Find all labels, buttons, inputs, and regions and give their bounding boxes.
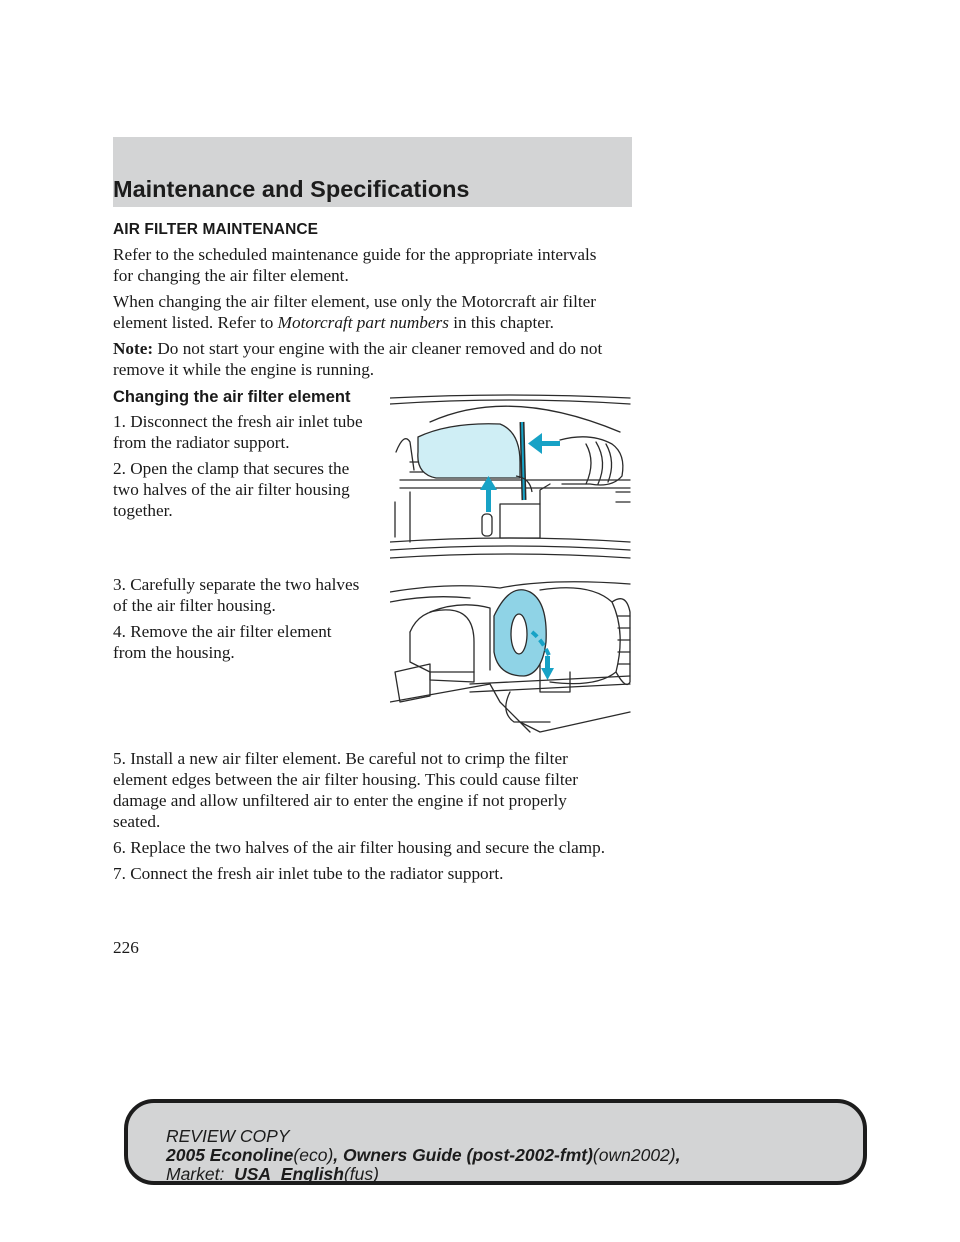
footer-model-code: (eco) (293, 1145, 334, 1165)
page-number: 226 (113, 938, 139, 957)
review-copy-label: REVIEW COPY (166, 1126, 290, 1146)
intro-p2-line1: When changing the air filter element, use only the Motorcraft air filter (113, 292, 596, 311)
filter-element-removal-illustration (390, 572, 632, 734)
note-line2: remove it while the engine is running. (113, 360, 375, 379)
step1-line1: 1. Disconnect the fresh air inlet tube (113, 412, 363, 431)
footer-market-label: Market: (166, 1164, 225, 1184)
step7: 7. Connect the fresh air inlet tube to the radiator support. (113, 864, 504, 883)
intro-p2-text-b: in this chapter. (453, 313, 554, 332)
intro-p1-line1: Refer to the scheduled maintenance guide for the appropriate intervals (113, 245, 597, 264)
page-title: Maintenance and Specifications (113, 176, 470, 202)
footer-market-value: USA_English (234, 1164, 344, 1184)
section-heading: AIR FILTER MAINTENANCE (113, 221, 319, 238)
intro-p2-line2 (113, 313, 554, 333)
step5-line2: element edges between the air filter housing. This could cause filter (113, 770, 579, 789)
footer-model: 2005 Econoline (166, 1145, 294, 1165)
footer-market-code: (fus) (343, 1164, 379, 1184)
footer-document-line (166, 1146, 681, 1165)
step2-line3: together. (113, 501, 173, 520)
step3-line2: of the air filter housing. (113, 596, 276, 615)
inlet-tube-clamp-illustration (390, 392, 632, 560)
intro-p1-line2: for changing the air filter element. (113, 266, 349, 285)
intro-p2-text-a: element listed. Refer to (113, 313, 274, 332)
note-label: Note: (113, 339, 154, 358)
step4-line1: 4. Remove the air filter element (113, 622, 332, 641)
note-text: Do not start your engine with the air cleaner removed and do not (157, 339, 603, 358)
note-line1 (113, 339, 602, 359)
step2-line1: 2. Open the clamp that secures the (113, 459, 350, 478)
section-header-band (113, 137, 632, 207)
footer-market-line (166, 1165, 379, 1184)
step4-line2: from the housing. (113, 643, 235, 662)
step5-line1: 5. Install a new air filter element. Be careful not to crimp the filter (113, 749, 568, 768)
step2-line2: two halves of the air filter housing (113, 480, 350, 499)
step5-line4: seated. (113, 812, 161, 831)
motorcraft-part-numbers-reference: Motorcraft part numbers (277, 313, 449, 332)
step6: 6. Replace the two halves of the air filter housing and secure the clamp. (113, 838, 606, 857)
step1-line2: from the radiator support. (113, 433, 290, 452)
step3-line1: 3. Carefully separate the two halves (113, 575, 360, 594)
subsection-heading: Changing the air filter element (113, 388, 351, 406)
footer-guide: , Owners Guide (post-2002-fmt) (333, 1145, 593, 1165)
footer-guide-code: (own2002) (592, 1145, 676, 1165)
step5-line3: damage and allow unfiltered air to enter the engine if not properly (113, 791, 567, 810)
footer-comma: , (675, 1145, 681, 1165)
